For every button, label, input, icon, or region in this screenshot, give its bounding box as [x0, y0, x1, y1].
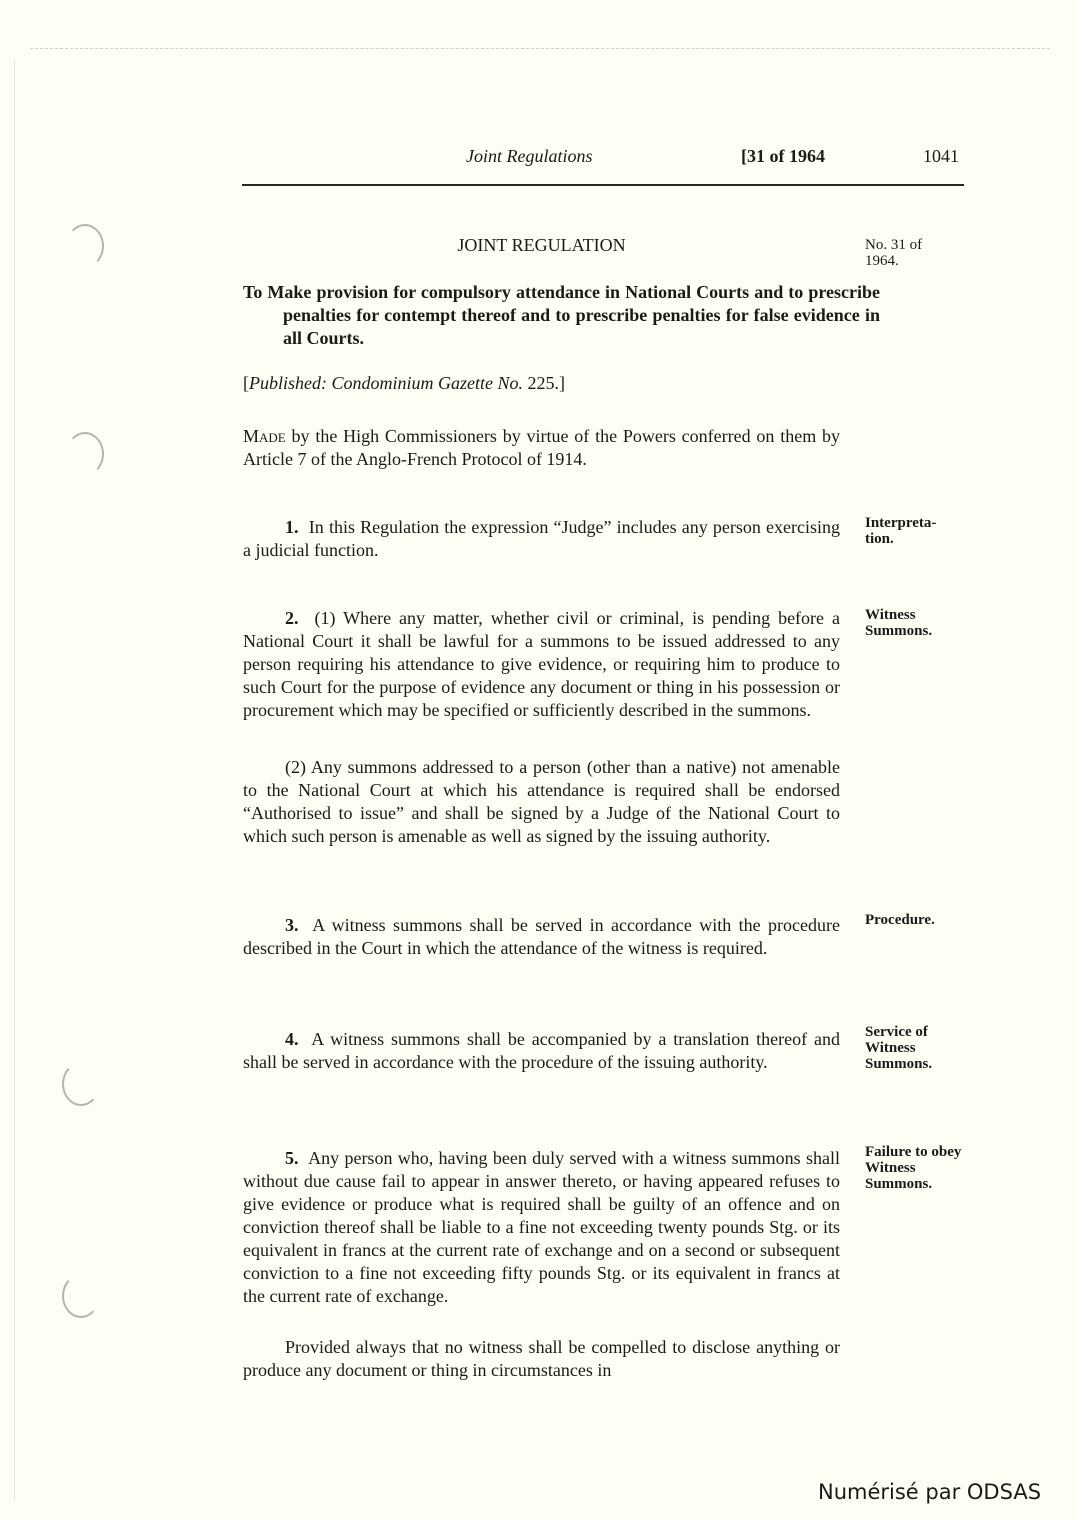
punch-hole-mark	[62, 1062, 100, 1106]
section-text: A witness summons shall be served in accordance with the procedure described in the Court in which the attendance of the witness is required.	[243, 915, 840, 958]
section-3	[243, 914, 840, 960]
section-2-sub-2: (2) Any summons addressed to a person (other than a native) not amenable to the National Court at which his attendance is required shall be endorsed “Authorised to issue” and shall be signed by a Judge of the National Court to which such person is amenable as well as signed by the issuing authority.	[243, 757, 840, 846]
digitization-credit: Numérisé par ODSAS	[818, 1480, 1042, 1504]
running-header-title: Joint Regulations	[466, 146, 593, 166]
page-number: 1041	[923, 146, 959, 166]
section-text: In this Regulation the expression “Judge” includes any person exercising a judicial function.	[243, 517, 840, 560]
page-edge	[14, 60, 15, 1500]
punch-hole-mark	[62, 1274, 100, 1318]
margin-note-interpretation: Interpreta-tion.	[865, 515, 937, 547]
open-bracket: [	[243, 373, 249, 393]
punch-hole-mark	[66, 432, 104, 476]
section-number: 5.	[285, 1148, 299, 1168]
running-header-act: [31 of 1964	[741, 146, 825, 166]
margin-note-service: Service of Witness Summons.	[865, 1024, 933, 1072]
section-number: 3.	[285, 915, 299, 935]
section-5	[243, 1147, 840, 1308]
long-title: To Make provision for compulsory attendance in National Courts and to prescribe penalties for contempt thereof and to prescribe penalties for false evidence in all Courts.	[243, 282, 880, 348]
publication-note	[243, 372, 840, 395]
gazette-name: Condominium Gazette No.	[331, 373, 523, 393]
enacting-text: by the High Commissioners by virtue of the Powers conferred on them by Article 7 of the Anglo-French Protocol of 1914.	[243, 426, 840, 469]
punch-hole-mark	[66, 224, 104, 268]
regulation-heading: JOINT REGULATION	[457, 235, 626, 255]
section-text: Any person who, having been duly served with a witness summons shall without due cause fail to appear in answer thereto, or having appeared refuses to give evidence or produce what is required shall be guilty of an offence and on conviction thereof shall be liable to a fine not exceeding twenty pounds Stg. or its equivalent in francs at the current rate of exchange and on a second or subsequent conviction to a fine not exceeding fifty pounds Stg. or its equivalent in francs at the current rate of exchange.	[243, 1148, 840, 1306]
page-fold-line	[30, 48, 1050, 50]
section-number: 2.	[285, 608, 299, 628]
section-2-sub-1	[243, 607, 840, 722]
gazette-number: 225.]	[527, 373, 565, 393]
section-1	[243, 516, 840, 562]
section-4	[243, 1028, 840, 1074]
enacting-formula	[243, 425, 840, 471]
header-rule	[242, 184, 964, 186]
published-label: Published:	[249, 373, 327, 393]
section-5-proviso: Provided always that no witness shall be compelled to disclose anything or produce any document or thing in circumstances in	[243, 1337, 840, 1380]
made-word: Made	[243, 426, 286, 446]
section-text: A witness summons shall be accompanied by a translation thereof and shall be served in accordance with the procedure of the issuing authority.	[243, 1029, 840, 1072]
margin-note-number: No. 31 of 1964.	[865, 237, 923, 269]
margin-note-failure: Failure to obey Witness Summons.	[865, 1144, 962, 1192]
section-number: 4.	[285, 1029, 299, 1049]
section-text: (1) Where any matter, whether civil or criminal, is pending before a National Court it shall be lawful for a summons to be issued addressed to any person requiring his attendance to give evidence, or requiring him to produce to such Court for the purpose of evidence any document or thing in his possession or procurement which may be specified or sufficiently described in the summons.	[243, 608, 841, 720]
section-number: 1.	[285, 517, 299, 537]
margin-note-procedure: Procedure.	[865, 912, 935, 928]
margin-note-witness-summons: Witness Summons.	[865, 607, 933, 639]
